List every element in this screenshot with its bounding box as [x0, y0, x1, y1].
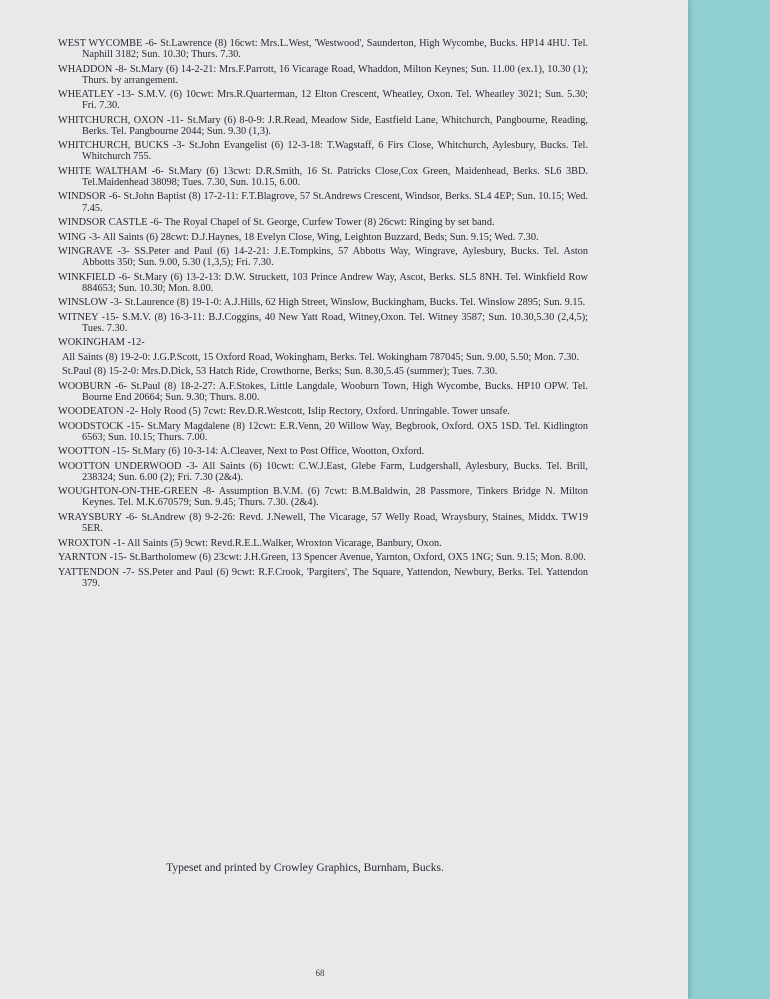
tower-entry: WINSLOW -3- St.Laurence (8) 19-1-0: A.J.Hills, 62 High Street, Winslow, Buckingham, Bucks. Tel. Winslow 2895; Sun. 9.15.: [58, 297, 586, 309]
page-number: 68: [315, 968, 325, 978]
tower-entry: WHITCHURCH, OXON -11- St.Mary (6) 8-0-9: J.R.Read, Meadow Side, Eastfield Lane, Whitchurch, Pangbourne, Reading, Berks. Tel. Pangbourne 2044; Sun. 9.30 (1,3).: [58, 114, 588, 137]
tower-entry: YATTENDON -7- SS.Peter and Paul (6) 9cwt: R.F.Crook, 'Pargiters', The Square, Yattendon, Newbury, Berks. Tel. Yattendon 379.: [58, 566, 588, 589]
tower-listing: [58, 38, 588, 592]
tower-entry: WOODSTOCK -15- St.Mary Magdalene (8) 12cwt: E.R.Venn, 20 Willow Way, Begbrook, Oxford. OX5 1SD. Tel. Kidlington 6563; Sun. 10.15; Thurs. 7.00.: [58, 420, 588, 443]
sub-entry: All Saints (8) 19-2-0: J.G.P.Scott, 15 Oxford Road, Wokingham, Berks. Tel. Wokingham 787045; Sun. 9.00, 5.50; Mon. 7.30.: [62, 351, 580, 363]
tower-entry: WROXTON -1- All Saints (5) 9cwt: Revd.R.E.L.Walker, Wroxton Vicarage, Banbury, Oxon.: [58, 537, 442, 549]
tower-entry: WINDSOR CASTLE -6- The Royal Chapel of St. George, Curfew Tower (8) 26cwt: Ringing by set band.: [58, 217, 495, 229]
tower-entry: WOUGHTON-ON-THE-GREEN -8- Assumption B.V.M. (6) 7cwt: B.M.Baldwin, 28 Passmore, Tinkers Bridge N. Milton Keynes. Tel. M.K.670579; Sun. 9.45; Thurs. 7.30. (2&4).: [58, 486, 588, 509]
tower-entry: WHITE WALTHAM -6- St.Mary (6) 13cwt: D.R.Smith, 16 St. Patricks Close,Cox Green, Maidenhead, Berks. SL6 3BD. Tel.Maidenhead 38098; Tues. 7.30, Sun. 10.15, 6.00.: [58, 165, 588, 188]
tower-entry: YARNTON -15- St.Bartholomew (6) 23cwt: J.H.Green, 13 Spencer Avenue, Yarnton, Oxford, OX5 1NG; Sun. 9.15; Mon. 8.00.: [58, 552, 586, 564]
tower-entry: WOODEATON -2- Holy Rood (5) 7cwt: Rev.D.R.Westcott, Islip Rectory, Oxford. Unringable. Tower unsafe.: [58, 406, 510, 418]
tower-entry: WOOTTON UNDERWOOD -3- All Saints (6) 10cwt: C.W.J.East, Glebe Farm, Ludgershall, Aylesbury, Bucks. Tel. Brill, 238324; Sun. 6.00 (2); Fri. 7.30 (2&4).: [58, 460, 588, 483]
tower-entry: WING -3- All Saints (6) 28cwt: D.J.Haynes, 18 Evelyn Close, Wing, Leighton Buzzard, Beds; Sun. 9.15; Wed. 7.30.: [58, 231, 539, 243]
tower-entry: WEST WYCOMBE -6- St.Lawrence (8) 16cwt: Mrs.L.West, 'Westwood', Saunderton, High Wycombe, Bucks. HP14 4HU. Tel. Naphill 3182; Sun. 10.30; Thurs. 7.30.: [58, 38, 588, 61]
printer-imprint: Typeset and printed by Crowley Graphics, Burnham, Bucks.: [166, 862, 444, 874]
tower-entry: WHADDON -8- St.Mary (6) 14-2-21: Mrs.F.Parrott, 16 Vicarage Road, Whaddon, Milton Keynes; Sun. 11.00 (ex.1), 10.30 (1); Thurs. by arrangement.: [58, 63, 588, 86]
tower-entry: WINKFIELD -6- St.Mary (6) 13-2-13: D.W. Struckett, 103 Prince Andrew Way, Ascot, Berks. SL5 8NH. Tel. Winkfield Row 884653; Sun. 10.30; Mon. 8.00.: [58, 271, 588, 294]
tower-entry: WHITCHURCH, BUCKS -3- St.John Evangelist (6) 12-3-18: T.Wagstaff, 6 Firs Close, Whitchurch, Aylesbury, Bucks. Tel. Whitchurch 755.: [58, 140, 588, 163]
tower-entry: WINDSOR -6- St.John Baptist (8) 17-2-11: F.T.Blagrove, 57 St.Andrews Crescent, Windsor, Berks. SL4 4EP; Sun. 10.15; Wed. 7.45.: [58, 191, 588, 214]
tower-entry: WITNEY -15- S.M.V. (8) 16-3-11: B.J.Coggins, 40 New Yatt Road, Witney,Oxon. Tel. Witney 3587; Sun. 10.30,5.30 (2,4,5); Tues. 7.30.: [58, 311, 588, 334]
entry-heading: WOKINGHAM -12-: [58, 337, 145, 349]
tower-entry: WRAYSBURY -6- St.Andrew (8) 9-2-26: Revd. J.Newell, The Vicarage, 57 Welly Road, Wraysbury, Staines, Middx. TW19 5ER.: [58, 511, 588, 535]
tower-entry: WOOTTON -15- St.Mary (6) 10-3-14: A.Cleaver, Next to Post Office, Wootton, Oxford.: [58, 446, 425, 458]
tower-entry: WOOBURN -6- St.Paul (8) 18-2-27: A.F.Stokes, Little Langdale, Wooburn Town, High Wycombe, Bucks. HP10 OPW. Tel. Bourne End 20664; Sun. 9.30; Thurs. 8.00.: [58, 380, 588, 403]
tower-entry: WHEATLEY -13- S.M.V. (6) 10cwt: Mrs.R.Quarterman, 12 Elton Crescent, Wheatley, Oxon. Tel. Wheatley 3021; Sun. 5.30; Fri. 7.30.: [58, 89, 588, 112]
tower-entry: WINGRAVE -3- SS.Peter and Paul (6) 14-2-21: J.E.Tompkins, 57 Abbotts Way, Wingrave, Aylesbury, Bucks. Tel. Aston Abbotts 350; Sun. 9.00, 5.30 (1,3,5); Fri. 7.30.: [58, 246, 588, 269]
sub-entry: St.Paul (8) 15-2-0: Mrs.D.Dick, 53 Hatch Ride, Crowthorne, Berks; Sun. 8.30,5.45 (summer); Tues. 7.30.: [62, 366, 498, 378]
